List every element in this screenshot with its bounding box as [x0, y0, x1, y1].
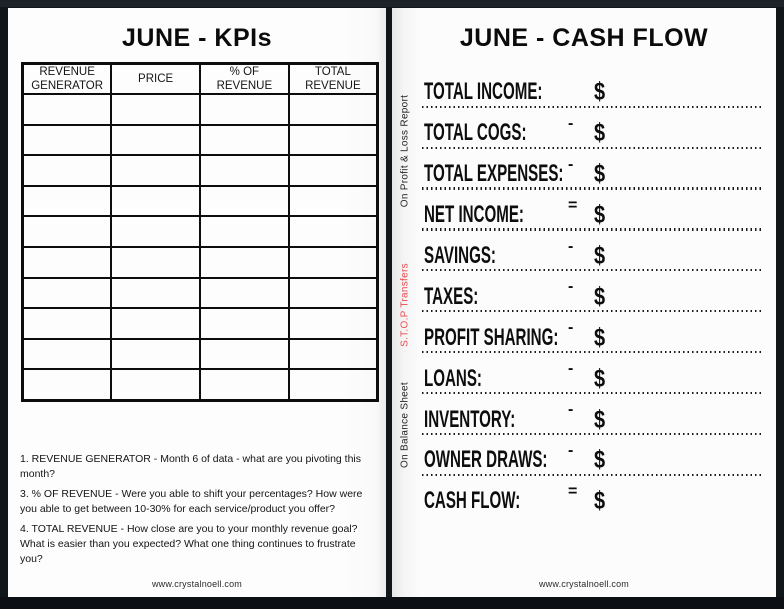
table-cell	[23, 278, 112, 309]
dollar-sign: $	[594, 445, 606, 474]
table-cell	[200, 247, 289, 278]
minus-sign: -	[568, 319, 574, 337]
table-cell	[111, 186, 200, 217]
table-row	[23, 369, 378, 400]
row-label: TOTAL COGS:	[424, 119, 527, 147]
table-cell	[200, 369, 289, 400]
dollar-sign: $	[594, 486, 606, 515]
equals-sign: =	[568, 196, 578, 214]
dollar-sign: $	[594, 241, 606, 270]
cashflow-row-cash-flow	[422, 481, 762, 522]
cashflow-row-net-income	[422, 195, 762, 236]
amount-line	[422, 187, 762, 189]
table-cell	[111, 155, 200, 186]
table-row	[23, 247, 378, 278]
minus-sign: -	[568, 360, 574, 378]
website-footer: www.crystalnoell.com	[151, 579, 243, 589]
table-cell	[111, 369, 200, 400]
table-cell	[23, 186, 112, 217]
table-cell	[200, 186, 289, 217]
table-cell	[23, 369, 112, 400]
table-cell	[200, 339, 289, 370]
note-total-revenue: 4. TOTAL REVENUE - How close are you to your monthly revenue goal? What is easier than you expected? What one thing continues to frustrate you?	[20, 523, 358, 565]
amount-line	[422, 228, 762, 230]
note-revenue-generator: 1. REVENUE GENERATOR - Month 6 of data - what are you pivoting this month?	[20, 453, 362, 480]
table-row	[23, 125, 378, 156]
dollar-sign: $	[594, 77, 606, 106]
margin-label-balance-sheet: On Balance Sheet	[399, 382, 411, 468]
cashflow-row-owner-draws	[422, 440, 762, 481]
cashflow-row-total-income	[422, 72, 762, 113]
minus-sign: -	[568, 401, 574, 419]
table-cell	[289, 278, 378, 309]
row-label: TOTAL INCOME:	[424, 78, 543, 106]
table-row	[23, 216, 378, 247]
amount-line	[422, 392, 762, 394]
kpi-header-revenue-generator: REVENUE GENERATOR	[23, 64, 112, 95]
dollar-sign: $	[594, 159, 606, 188]
minus-sign: -	[568, 155, 574, 173]
kpi-notes	[20, 452, 378, 572]
amount-line	[422, 147, 762, 149]
dollar-sign: $	[594, 118, 606, 147]
row-label: TAXES:	[424, 282, 479, 310]
amount-line	[422, 433, 762, 435]
table-cell	[289, 94, 378, 125]
kpi-table	[21, 62, 379, 402]
cashflow-row-taxes	[422, 276, 762, 317]
table-cell	[23, 216, 112, 247]
minus-sign: -	[568, 237, 574, 255]
table-cell	[111, 125, 200, 156]
amount-line	[422, 106, 762, 108]
table-cell	[200, 94, 289, 125]
table-cell	[289, 369, 378, 400]
table-cell	[23, 308, 112, 339]
table-cell	[200, 155, 289, 186]
row-label: SAVINGS:	[424, 242, 496, 269]
cashflow-row-total-expenses	[422, 154, 762, 195]
kpi-header-total-revenue: TOTAL REVENUE	[289, 64, 378, 95]
margin-label-stop-transfers: S.T.O.P Transfers	[399, 263, 411, 347]
cash-flow-page-title: JUNE - CASH FLOW	[459, 24, 709, 52]
table-cell	[200, 278, 289, 309]
table-row	[23, 308, 378, 339]
table-cell	[289, 186, 378, 217]
table-cell	[111, 247, 200, 278]
table-row	[23, 186, 378, 217]
table-cell	[289, 125, 378, 156]
row-label: CASH FLOW:	[424, 487, 521, 515]
minus-sign: -	[568, 278, 574, 296]
dollar-sign: $	[594, 364, 606, 393]
table-cell	[23, 339, 112, 370]
table-row	[23, 94, 378, 125]
table-cell	[200, 125, 289, 156]
minus-sign: -	[568, 442, 574, 460]
amount-line	[422, 351, 762, 353]
table-cell	[111, 308, 200, 339]
table-cell	[289, 155, 378, 186]
minus-sign: -	[568, 114, 574, 132]
table-cell	[111, 278, 200, 309]
cashflow-row-inventory	[422, 399, 762, 440]
table-cell	[289, 308, 378, 339]
row-label: INVENTORY:	[424, 405, 516, 433]
note-percent-of-revenue: 3. % OF REVENUE - Were you able to shift your percentages? How were you able to get between 10-30% for each service/product you offer?	[20, 488, 363, 515]
kpi-table-header-row	[23, 64, 378, 95]
table-cell	[23, 125, 112, 156]
table-cell	[200, 216, 289, 247]
row-label: OWNER DRAWS:	[424, 446, 548, 474]
row-label: LOANS:	[424, 364, 482, 392]
equals-sign: =	[568, 482, 578, 500]
amount-line	[422, 474, 762, 476]
cashflow-row-loans	[422, 358, 762, 399]
amount-line	[422, 310, 762, 312]
table-cell	[200, 308, 289, 339]
table-cell	[23, 247, 112, 278]
row-label: PROFIT SHARING:	[424, 323, 559, 351]
dollar-sign: $	[594, 282, 606, 311]
table-cell	[289, 247, 378, 278]
row-label: NET INCOME:	[424, 201, 524, 229]
dollar-sign: $	[594, 200, 606, 229]
cashflow-row-profit-sharing	[422, 317, 762, 358]
kpi-header-percent-of-revenue: % OF REVENUE	[200, 64, 289, 95]
cash-flow-page	[392, 8, 776, 597]
table-row	[23, 155, 378, 186]
table-row	[23, 278, 378, 309]
desk-background-bottom	[0, 597, 784, 609]
amount-line	[422, 269, 762, 271]
table-cell	[23, 155, 112, 186]
kpi-page	[8, 8, 386, 597]
margin-label-profit-loss-report: On Profit & Loss Report	[399, 94, 411, 208]
kpi-header-price: PRICE	[111, 64, 200, 95]
cash-flow-rows	[422, 72, 762, 522]
table-row	[23, 339, 378, 370]
row-label: TOTAL EXPENSES:	[424, 160, 564, 188]
cashflow-row-total-cogs	[422, 113, 762, 154]
kpi-page-title: JUNE - KPIs	[122, 24, 272, 52]
table-cell	[111, 216, 200, 247]
table-cell	[111, 339, 200, 370]
website-footer: www.crystalnoell.com	[538, 579, 630, 589]
table-cell	[23, 94, 112, 125]
dollar-sign: $	[594, 323, 606, 352]
table-cell	[111, 94, 200, 125]
cashflow-row-savings	[422, 236, 762, 277]
dollar-sign: $	[594, 405, 606, 434]
table-cell	[289, 339, 378, 370]
table-cell	[289, 216, 378, 247]
desk-background-top	[0, 0, 784, 7]
